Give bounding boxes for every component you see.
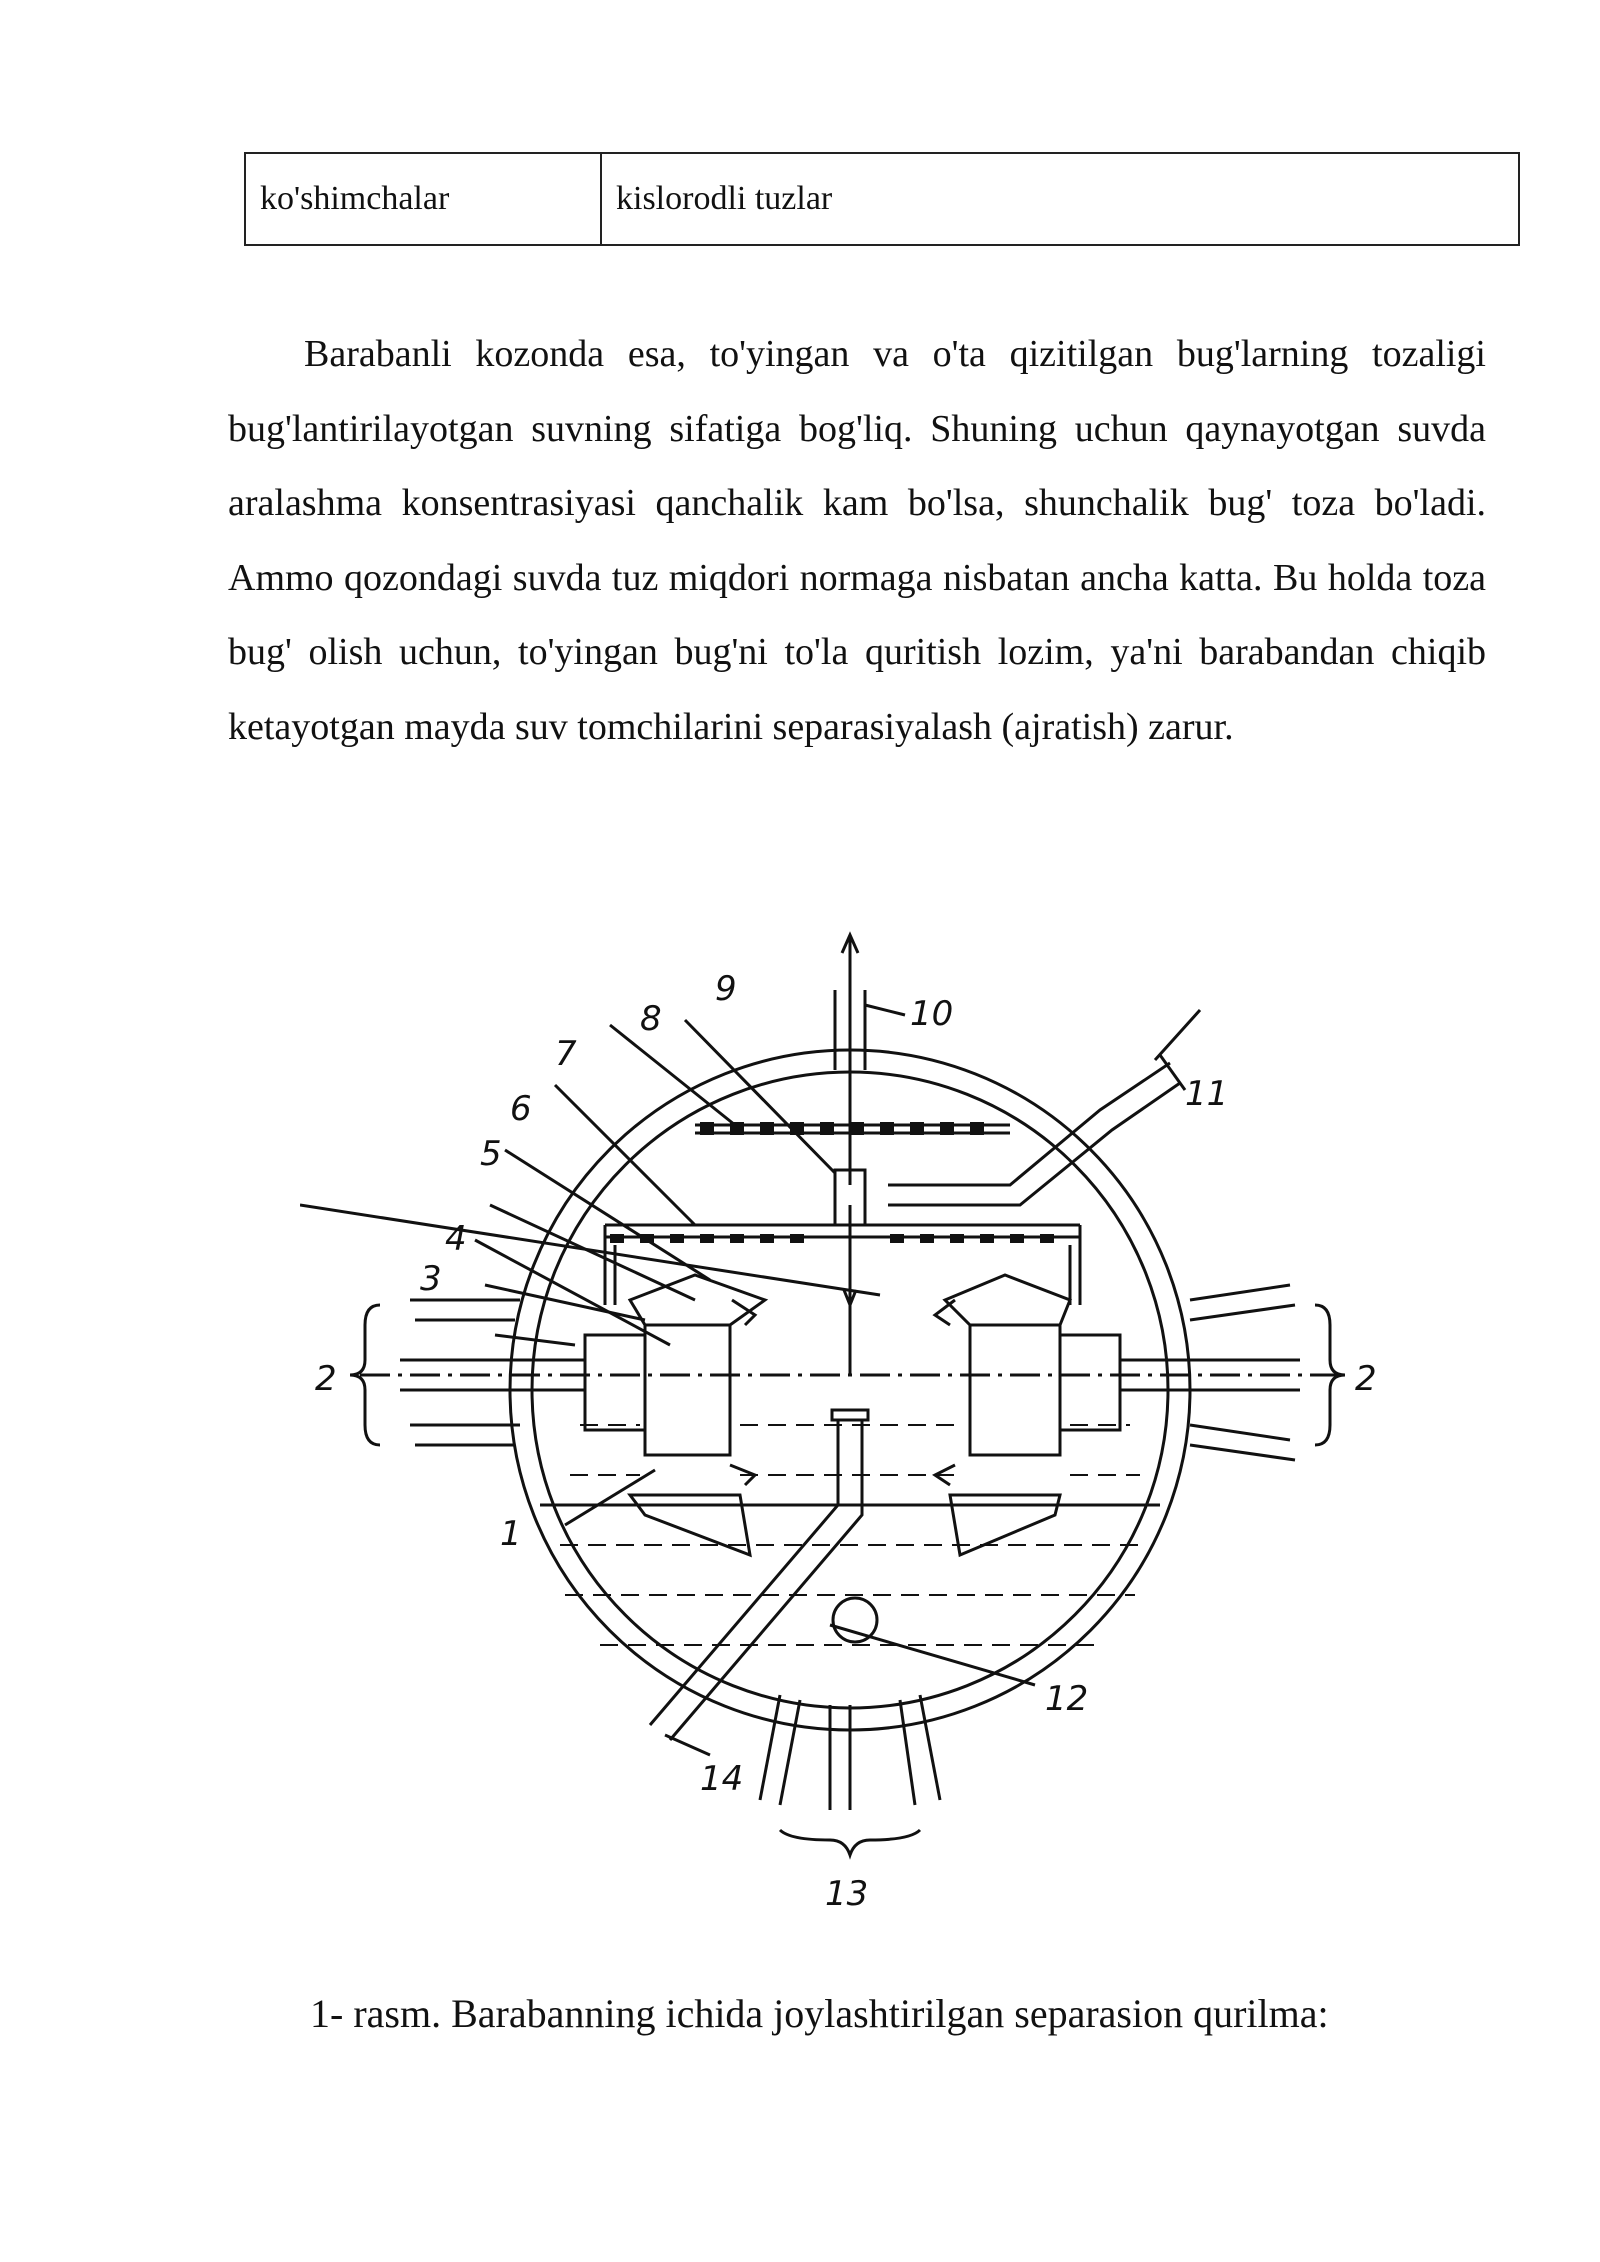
label-14: 14 [700, 1759, 744, 1799]
diagram-drawing [300, 905, 1430, 1915]
label-10: 10 [910, 994, 954, 1034]
label-8: 8 [640, 999, 662, 1039]
label-9: 9 [715, 969, 737, 1009]
label-2-left: 2 [315, 1359, 337, 1399]
label-12: 12 [1045, 1679, 1089, 1719]
table-cell: kislorodli tuzlar [616, 180, 833, 217]
body-paragraph [228, 317, 1486, 764]
table-cell: ko'shimchalar [246, 154, 602, 244]
separator-diagram [300, 905, 1430, 1915]
label-7: 7 [555, 1034, 577, 1074]
paragraph-text: Barabanli kozonda esa, to'yingan va o'ta qizitilgan bug'larning tozaligi bug'lantirilayotgan suvning sifatiga bog'liq. Shuning uchun qaynayotgan suvda aralashma konsentrasiyasi qanchalik kam bo'lsa, shunchalik bug' toza bo'ladi. Ammo qozondagi suvda tuz miqdori normaga nisbatan ancha katta. Bu holda toza bug' olish uchun, to'yingan bug'ni to'la quritish lozim, ya'ni barabandan chiqib ketayotgan mayda suv tomchilarini separasiyalash (ajratish) zarur. [228, 333, 1486, 748]
label-1: 1 [500, 1514, 522, 1554]
label-5: 5 [480, 1134, 502, 1174]
label-13: 13 [825, 1874, 869, 1914]
label-3: 3 [420, 1259, 442, 1299]
label-6: 6 [510, 1089, 532, 1129]
table [244, 152, 1520, 246]
figure-caption: 1- rasm. Barabanning ichida joylashtirilgan separasion qurilma: [310, 1991, 1329, 2036]
label-4: 4 [445, 1219, 467, 1259]
label-11: 11 [1185, 1074, 1229, 1114]
label-2-right: 2 [1355, 1359, 1377, 1399]
